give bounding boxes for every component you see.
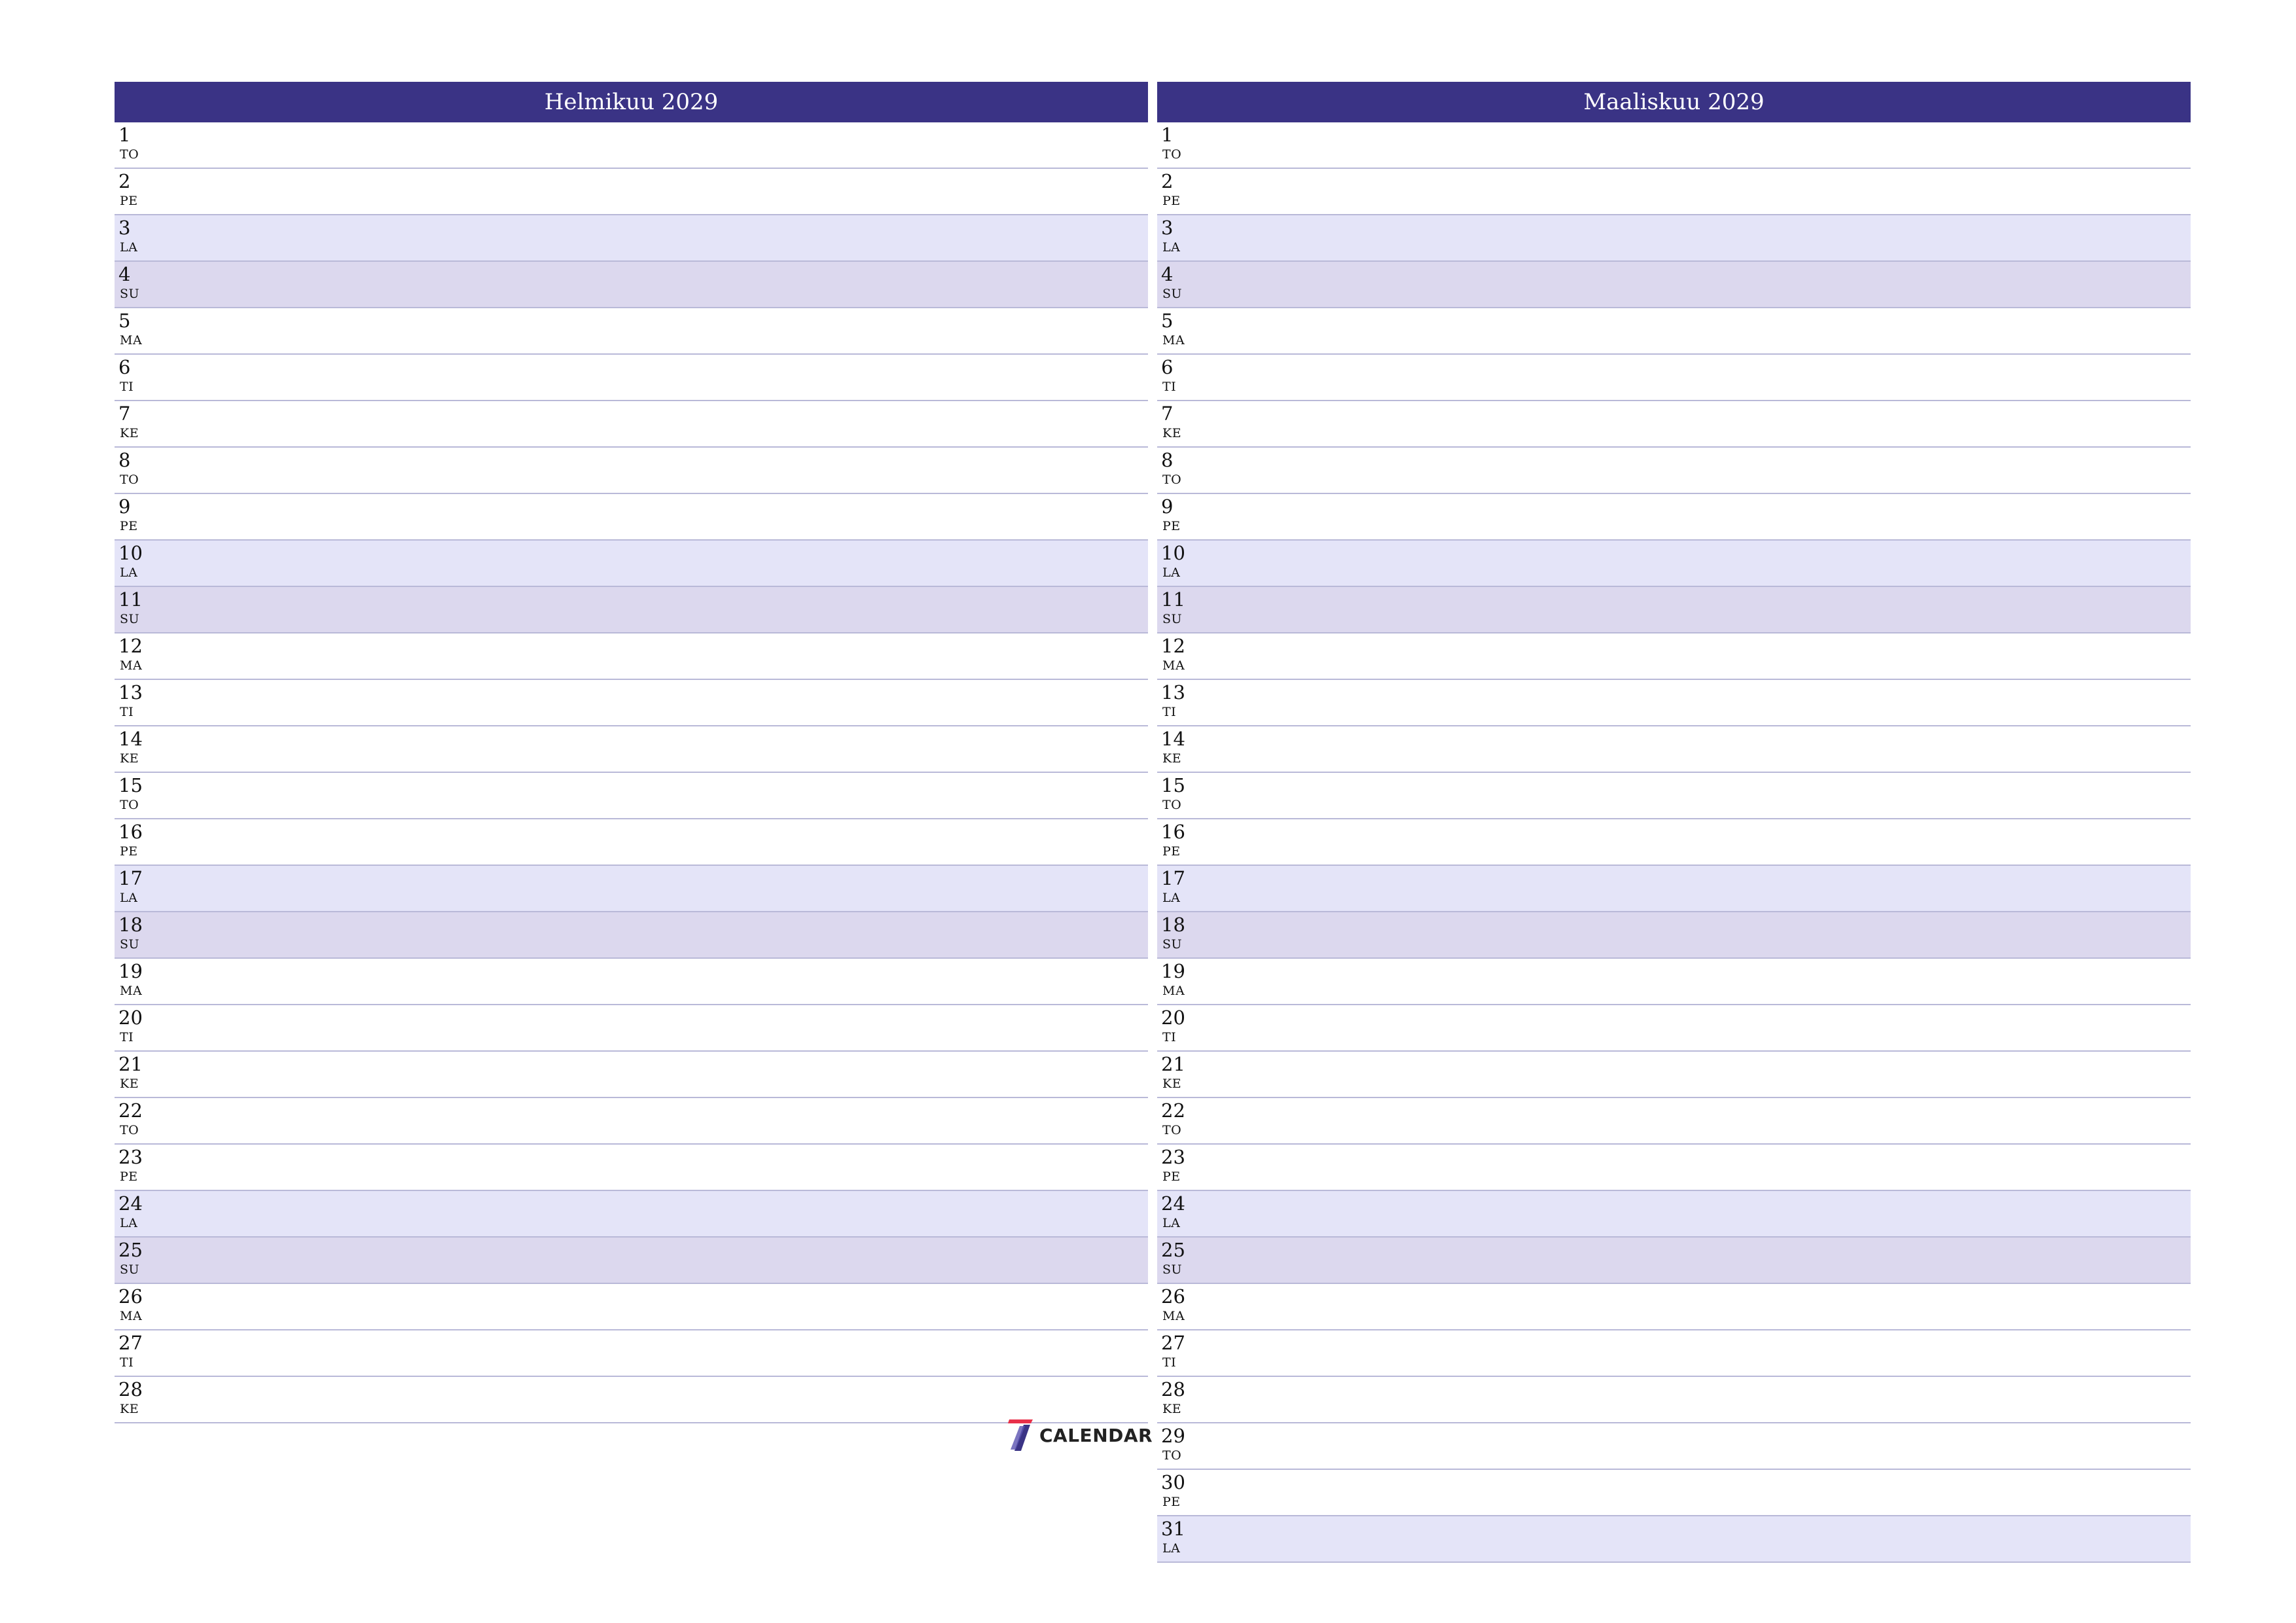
day-number: 24: [1161, 1192, 1185, 1215]
day-number: 7: [1161, 402, 1174, 425]
day-row[interactable]: [1157, 262, 2191, 308]
day-number: 9: [1161, 495, 1174, 518]
weekday-abbr: LA: [1162, 240, 1181, 255]
weekday-abbr: TI: [1162, 1030, 1177, 1044]
day-row[interactable]: [115, 633, 1148, 680]
weekday-abbr: TI: [1162, 705, 1177, 719]
day-row[interactable]: [115, 541, 1148, 587]
day-number: 24: [118, 1192, 143, 1215]
day-number: 25: [118, 1239, 143, 1261]
day-row[interactable]: [115, 169, 1148, 215]
weekday-abbr: LA: [1162, 565, 1181, 580]
day-number: 7: [118, 402, 131, 425]
day-number: 23: [118, 1146, 143, 1168]
month-title: Helmikuu 2029: [115, 82, 1148, 122]
weekday-abbr: MA: [120, 333, 143, 348]
weekday-abbr: LA: [120, 565, 138, 580]
day-number: 12: [1161, 635, 1185, 657]
weekday-abbr: TO: [1162, 473, 1182, 487]
day-row[interactable]: [115, 1330, 1148, 1377]
weekday-abbr: PE: [1162, 844, 1181, 859]
day-number: 8: [118, 449, 131, 471]
day-number: 16: [118, 821, 143, 843]
weekday-abbr: TO: [1162, 147, 1182, 162]
day-number: 18: [118, 914, 143, 936]
day-row[interactable]: [1157, 1145, 2191, 1191]
day-number: 28: [1161, 1378, 1185, 1400]
day-row[interactable]: [115, 355, 1148, 401]
day-row[interactable]: [1157, 448, 2191, 494]
day-row[interactable]: [115, 1145, 1148, 1191]
weekday-abbr: LA: [120, 891, 138, 905]
day-number: 20: [1161, 1007, 1185, 1029]
weekday-abbr: PE: [120, 519, 138, 533]
day-row[interactable]: [1157, 355, 2191, 401]
brand-logo[interactable]: [1007, 1417, 1153, 1454]
month-title: Maaliskuu 2029: [1157, 82, 2191, 122]
weekday-abbr: PE: [120, 194, 138, 208]
weekday-abbr: SU: [1162, 287, 1183, 301]
weekday-abbr: TO: [1162, 798, 1182, 812]
day-row[interactable]: [1157, 1191, 2191, 1238]
day-number: 3: [1161, 217, 1174, 239]
day-number: 17: [1161, 867, 1185, 889]
day-number: 6: [1161, 356, 1174, 378]
seven-logo-icon: [1007, 1417, 1035, 1454]
day-number: 5: [1161, 310, 1174, 332]
day-row[interactable]: [1157, 1238, 2191, 1284]
day-number: 5: [118, 310, 131, 332]
weekday-abbr: PE: [1162, 194, 1181, 208]
day-number: 13: [118, 681, 143, 704]
day-row[interactable]: [1157, 680, 2191, 726]
weekday-abbr: LA: [120, 240, 138, 255]
day-row[interactable]: [115, 912, 1148, 959]
weekday-abbr: TI: [1162, 1355, 1177, 1370]
logo-text: CALENDAR: [1039, 1424, 1153, 1446]
day-number: 13: [1161, 681, 1185, 704]
weekday-abbr: MA: [1162, 984, 1185, 998]
day-number: 20: [118, 1007, 143, 1029]
weekday-abbr: MA: [1162, 658, 1185, 673]
day-row[interactable]: [1157, 1284, 2191, 1330]
day-list: [115, 122, 1148, 1423]
weekday-abbr: SU: [1162, 612, 1183, 626]
day-number: 16: [1161, 821, 1185, 843]
day-row[interactable]: [1157, 1377, 2191, 1423]
weekday-abbr: KE: [120, 426, 139, 440]
weekday-abbr: PE: [120, 1169, 138, 1184]
day-number: 14: [118, 728, 143, 750]
day-row[interactable]: [1157, 122, 2191, 169]
day-number: 18: [1161, 914, 1185, 936]
day-row[interactable]: [1157, 1516, 2191, 1563]
day-row[interactable]: [1157, 308, 2191, 355]
day-number: 25: [1161, 1239, 1185, 1261]
day-number: 14: [1161, 728, 1185, 750]
day-number: 4: [118, 263, 131, 285]
weekday-abbr: TI: [1162, 380, 1177, 394]
day-number: 15: [1161, 774, 1185, 796]
weekday-abbr: TO: [120, 473, 139, 487]
day-row[interactable]: [1157, 541, 2191, 587]
weekday-abbr: LA: [1162, 891, 1181, 905]
weekday-abbr: PE: [1162, 1495, 1181, 1509]
day-row[interactable]: [115, 215, 1148, 262]
day-row[interactable]: [1157, 215, 2191, 262]
day-number: 26: [1161, 1285, 1185, 1308]
day-number: 22: [118, 1099, 143, 1122]
weekday-abbr: TO: [120, 1123, 139, 1137]
day-number: 1: [118, 124, 131, 146]
day-number: 9: [118, 495, 131, 518]
day-number: 8: [1161, 449, 1174, 471]
weekday-abbr: SU: [120, 612, 140, 626]
day-number: 19: [118, 960, 143, 982]
day-row[interactable]: [1157, 1098, 2191, 1145]
day-row[interactable]: [1157, 494, 2191, 541]
day-row[interactable]: [1157, 773, 2191, 819]
weekday-abbr: SU: [120, 937, 140, 952]
weekday-abbr: SU: [120, 287, 140, 301]
weekday-abbr: SU: [120, 1262, 140, 1277]
day-row[interactable]: [1157, 912, 2191, 959]
day-row[interactable]: [1157, 1423, 2191, 1470]
day-row[interactable]: [1157, 1330, 2191, 1377]
day-number: 2: [1161, 170, 1174, 192]
day-number: 21: [118, 1053, 143, 1075]
day-row[interactable]: [115, 1238, 1148, 1284]
day-row[interactable]: [1157, 866, 2191, 912]
weekday-abbr: PE: [120, 844, 138, 859]
day-number: 21: [1161, 1053, 1185, 1075]
calendar-month-march: [1157, 82, 2191, 1563]
day-row[interactable]: [1157, 169, 2191, 215]
day-row[interactable]: [1157, 819, 2191, 866]
weekday-abbr: LA: [1162, 1216, 1181, 1230]
weekday-abbr: TI: [120, 1355, 134, 1370]
weekday-abbr: LA: [1162, 1541, 1181, 1556]
weekday-abbr: KE: [120, 1077, 139, 1091]
day-row[interactable]: [1157, 401, 2191, 448]
day-number: 29: [1161, 1425, 1185, 1447]
day-row[interactable]: [115, 587, 1148, 633]
day-number: 10: [118, 542, 143, 564]
day-number: 31: [1161, 1518, 1185, 1540]
day-row[interactable]: [115, 308, 1148, 355]
day-row[interactable]: [1157, 959, 2191, 1005]
day-number: 11: [118, 588, 143, 611]
day-number: 27: [1161, 1332, 1185, 1354]
day-number: 28: [118, 1378, 143, 1400]
weekday-abbr: PE: [1162, 519, 1181, 533]
weekday-abbr: MA: [120, 984, 143, 998]
day-number: 30: [1161, 1471, 1185, 1493]
day-number: 22: [1161, 1099, 1185, 1122]
day-row[interactable]: [115, 773, 1148, 819]
day-number: 6: [118, 356, 131, 378]
weekday-abbr: MA: [120, 1309, 143, 1323]
day-number: 26: [118, 1285, 143, 1308]
weekday-abbr: MA: [1162, 1309, 1185, 1323]
day-number: 27: [118, 1332, 143, 1354]
day-number: 15: [118, 774, 143, 796]
day-number: 1: [1161, 124, 1174, 146]
day-row[interactable]: [1157, 1470, 2191, 1516]
weekday-abbr: KE: [120, 1402, 139, 1416]
day-number: 17: [118, 867, 143, 889]
weekday-abbr: MA: [120, 658, 143, 673]
day-row[interactable]: [115, 726, 1148, 773]
calendar-month-february: [115, 82, 1148, 1423]
weekday-abbr: TI: [120, 1030, 134, 1044]
day-row[interactable]: [1157, 1005, 2191, 1052]
day-number: 3: [118, 217, 131, 239]
weekday-abbr: TO: [120, 147, 139, 162]
day-row[interactable]: [115, 1052, 1148, 1098]
weekday-abbr: KE: [1162, 426, 1182, 440]
weekday-abbr: TO: [120, 798, 139, 812]
weekday-abbr: KE: [1162, 1402, 1182, 1416]
day-row[interactable]: [115, 448, 1148, 494]
weekday-abbr: SU: [1162, 937, 1183, 952]
day-row[interactable]: [1157, 726, 2191, 773]
day-number: 10: [1161, 542, 1185, 564]
weekday-abbr: LA: [120, 1216, 138, 1230]
day-row[interactable]: [1157, 587, 2191, 633]
day-row[interactable]: [115, 494, 1148, 541]
day-number: 11: [1161, 588, 1185, 611]
day-row[interactable]: [115, 401, 1148, 448]
weekday-abbr: KE: [1162, 1077, 1182, 1091]
day-row[interactable]: [115, 1284, 1148, 1330]
day-row[interactable]: [115, 1005, 1148, 1052]
day-number: 23: [1161, 1146, 1185, 1168]
weekday-abbr: MA: [1162, 333, 1185, 348]
weekday-abbr: SU: [1162, 1262, 1183, 1277]
day-row[interactable]: [115, 1377, 1148, 1423]
day-row[interactable]: [115, 866, 1148, 912]
day-row[interactable]: [115, 262, 1148, 308]
day-number: 4: [1161, 263, 1174, 285]
weekday-abbr: TI: [120, 705, 134, 719]
day-row[interactable]: [115, 122, 1148, 169]
day-number: 2: [118, 170, 131, 192]
weekday-abbr: TO: [1162, 1448, 1182, 1463]
day-row[interactable]: [115, 1098, 1148, 1145]
day-row[interactable]: [115, 680, 1148, 726]
day-row[interactable]: [1157, 1052, 2191, 1098]
day-number: 19: [1161, 960, 1185, 982]
weekday-abbr: KE: [1162, 751, 1182, 766]
day-row[interactable]: [1157, 633, 2191, 680]
weekday-abbr: PE: [1162, 1169, 1181, 1184]
weekday-abbr: KE: [120, 751, 139, 766]
day-row[interactable]: [115, 819, 1148, 866]
day-number: 12: [118, 635, 143, 657]
day-row[interactable]: [115, 959, 1148, 1005]
day-row[interactable]: [115, 1191, 1148, 1238]
weekday-abbr: TI: [120, 380, 134, 394]
day-list: [1157, 122, 2191, 1563]
weekday-abbr: TO: [1162, 1123, 1182, 1137]
